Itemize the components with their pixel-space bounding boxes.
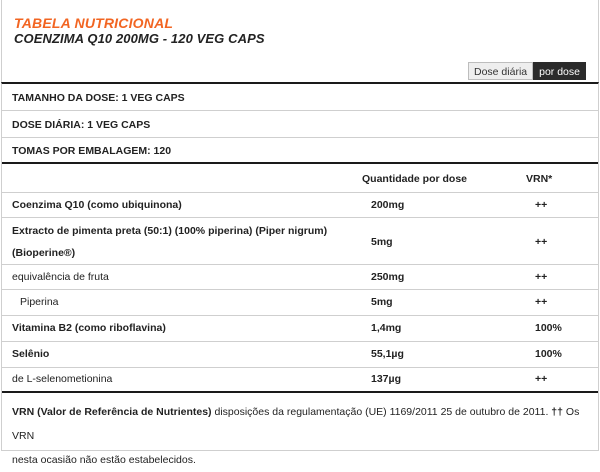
ingredient-amount: 1,4mg <box>371 322 402 334</box>
ingredient-amount: 250mg <box>371 271 405 283</box>
table-row <box>2 265 598 290</box>
ingredient-name: Piperina <box>20 296 59 308</box>
table-row <box>2 316 598 342</box>
ingredient-vrn: ++ <box>535 199 548 211</box>
ingredient-name: Vitamina B2 (como riboflavina) <box>12 322 166 334</box>
ingredient-name: Coenzima Q10 (como ubiquinona) <box>12 199 182 211</box>
daily-dose-text: DOSE DIÁRIA: 1 VEG CAPS <box>12 119 151 131</box>
serving-size-text: TAMANHO DA DOSE: 1 VEG CAPS <box>12 92 185 104</box>
nutrition-title: TABELA NUTRICIONAL <box>14 15 174 31</box>
footnote-line-1 <box>12 400 588 448</box>
ingredient-name: equivalência de fruta <box>12 271 109 283</box>
table-row <box>2 368 598 393</box>
ingredient-vrn: 100% <box>535 348 562 360</box>
column-vrn-header: VRN* <box>526 173 553 185</box>
serving-size-row <box>2 84 598 111</box>
ingredient-vrn: ++ <box>535 271 548 283</box>
nutrition-header <box>1 0 599 82</box>
ingredient-name: Extracto de pimenta preta (50:1) (100% piperina) (Piper nigrum) <box>12 225 328 237</box>
ingredient-vrn: ++ <box>535 373 548 385</box>
table-row <box>2 342 598 368</box>
table-row <box>2 218 598 265</box>
toggle-per-dose[interactable]: por dose <box>533 62 586 80</box>
ingredient-vrn: ++ <box>535 236 548 248</box>
footnote-daggers: †† <box>551 406 563 418</box>
ingredient-amount: 137µg <box>371 373 401 385</box>
footnote-text-2: Os VRN <box>12 406 580 442</box>
servings-per-pack-row <box>2 138 598 164</box>
footnote-text: disposições da regulamentação (UE) 1169/2011 25 de outubro de 2011. <box>211 406 552 418</box>
ingredient-amount: 200mg <box>371 199 405 211</box>
table-header-row <box>2 164 598 193</box>
ingredient-amount: 55,1µg <box>371 348 404 360</box>
ingredient-vrn: ++ <box>535 296 548 308</box>
ingredient-name: de L-selenometionina <box>12 373 113 385</box>
servings-per-pack-text: TOMAS POR EMBALAGEM: 120 <box>12 145 172 157</box>
table-row <box>2 193 598 218</box>
table-footnote <box>2 393 598 466</box>
toggle-daily-dose[interactable]: Dose diária <box>468 62 533 80</box>
column-quantity-header: Quantidade por dose <box>362 173 468 185</box>
ingredient-name: Selênio <box>12 348 50 360</box>
ingredient-name-line2: (Bioperine®) <box>12 247 76 259</box>
table-row <box>2 290 598 316</box>
ingredient-vrn: 100% <box>535 322 562 334</box>
footnote-line-2: nesta ocasião não estão estabelecidos. <box>12 454 196 466</box>
dose-toggle <box>468 62 586 80</box>
product-subtitle: COENZIMA Q10 200MG - 120 VEG CAPS <box>14 31 265 46</box>
ingredient-amount: 5mg <box>371 236 393 248</box>
ingredient-amount: 5mg <box>371 296 393 308</box>
footnote-vrn-label: VRN (Valor de Referência de Nutrientes) <box>12 406 212 418</box>
nutrition-table <box>1 82 599 466</box>
daily-dose-row <box>2 111 598 138</box>
